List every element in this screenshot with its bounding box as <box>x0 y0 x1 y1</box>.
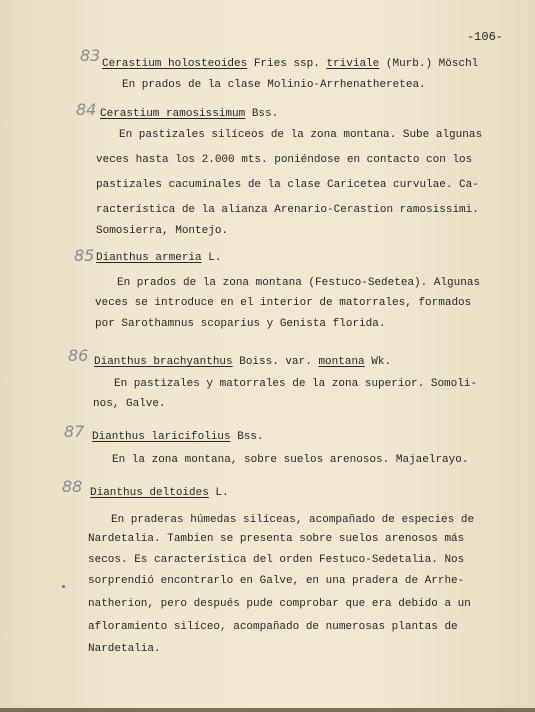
species-title <box>102 58 478 71</box>
species-title <box>92 431 264 444</box>
authority: L. <box>208 487 229 499</box>
text-line: nos, Galve. <box>93 398 166 410</box>
text-line: racterística de la alianza Arenario-Cerastion ramosissimi. <box>96 204 479 216</box>
text-line: En praderas húmedas silíceas, acompañado de especies de <box>111 514 475 526</box>
authority: L. <box>201 252 222 264</box>
species-name: Dianthus brachyanthus <box>94 356 233 368</box>
margin-number: 84 <box>76 100 97 119</box>
authority: Fries ssp. <box>247 58 327 70</box>
species-name: Dianthus deltoides <box>90 487 209 499</box>
text-line: Nardetalia. Tambien se presenta sobre suelos arenosos más <box>88 533 465 545</box>
variety-name: montana <box>318 356 365 368</box>
margin-number: 87 <box>64 422 85 441</box>
margin-number: 83 <box>80 46 101 65</box>
authority: Boiss. var. <box>232 356 319 368</box>
species-name: Cerastium holosteoides <box>102 58 248 70</box>
species-title <box>100 108 278 121</box>
text-line: En pastizales y matorrales de la zona superior. Somoli- <box>114 378 478 390</box>
authority: Wk. <box>364 356 392 368</box>
species-title <box>96 252 221 265</box>
margin-number: 88 <box>62 477 83 496</box>
text-line: veces se introduce en el interior de matorrales, formados <box>95 297 472 309</box>
ink-dot <box>62 585 65 588</box>
species-name: Dianthus armeria <box>96 252 202 264</box>
text-line: En pastizales silíceos de la zona montana. Sube algunas <box>119 129 483 141</box>
authority: Bss. <box>245 108 279 120</box>
text-line: veces hasta los 2.000 mts. poniéndose en contacto con los <box>96 154 473 166</box>
text-line: secos. Es característica del orden Festuco-Sedetalia. Nos <box>88 554 465 566</box>
text-line: En prados de la clase Molinio-Arrhenatheretea. <box>122 79 426 91</box>
text-line: natherion, pero después pude comprobar que era debido a un <box>88 598 471 610</box>
text-line: por Sarothamnus scoparius y Genista florida. <box>95 318 386 330</box>
species-name: Cerastium ramosissimum <box>100 108 246 120</box>
text-line: En prados de la zona montana (Festuco-Sedetea). Algunas <box>117 277 481 289</box>
text-line: Somosierra, Montejo. <box>96 225 229 237</box>
page-edge <box>0 708 535 712</box>
text-line: En la zona montana, sobre suelos arenosos. Majaelrayo. <box>112 454 469 466</box>
margin-number: 86 <box>68 346 89 365</box>
text-line: Nardetalia. <box>88 643 161 655</box>
text-line: sorprendió encontrarlo en Galve, en una pradera de Arrhe- <box>88 575 465 587</box>
text-line: afloramiento silíceo, acompañado de numerosas plantas de <box>88 621 458 633</box>
text-line: pastizales cacuminales de la clase Caricetea curvulae. Ca- <box>96 179 479 191</box>
subspecies-name: triviale <box>326 58 380 70</box>
species-name: Dianthus laricifolius <box>92 431 231 443</box>
margin-number: 85 <box>74 246 95 265</box>
authority: Bss. <box>230 431 264 443</box>
species-title <box>90 487 229 500</box>
page-number: -106- <box>466 30 503 44</box>
species-title <box>94 356 391 369</box>
authority: (Murb.) Möschl <box>379 58 479 70</box>
